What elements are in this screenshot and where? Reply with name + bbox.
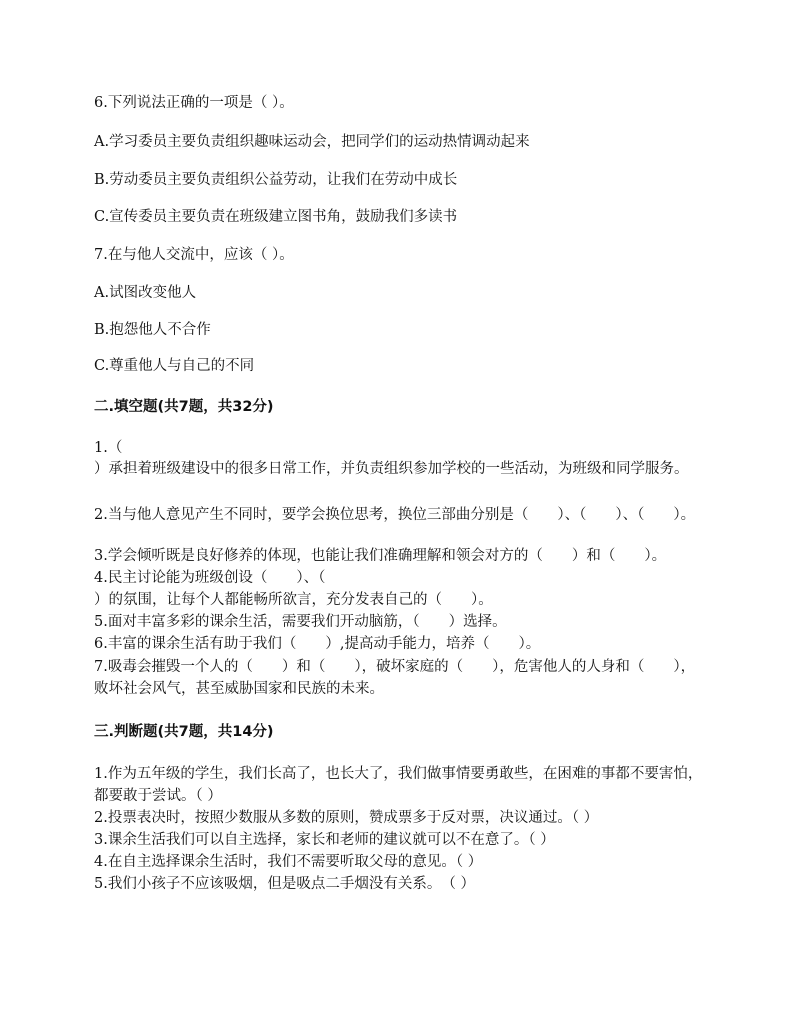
- fill-blank-item: 5.面对丰富多彩的课余生活，需要我们开动脑筋，（ ）选择。: [94, 614, 507, 630]
- fill-blank-item: 7.吸毒会摧毁一个人的（ ）和（ ），破坏家庭的（ ），危害他人的人身和（ ），败坏社会风气，甚至威胁国家和民族的未来。: [94, 659, 696, 697]
- true-false-item: 5.我们小孩子不应该吸烟，但是吸点二手烟没有关系。 （ ）: [94, 876, 475, 892]
- fill-blank-item: 3.学会倾听既是良好修养的体现，也能让我们准确理解和领会对方的（ ）和（ ）。: [94, 548, 667, 564]
- fill-blank-item: 4.民主讨论能为班级创设（ ）、（: [94, 570, 326, 586]
- section-heading: 三.判断题(共7题，共14分): [94, 724, 274, 740]
- section-heading: 二.填空题(共7题，共32分): [94, 399, 274, 415]
- option: C.宣传委员主要负责在班级建立图书角，鼓励我们多读书: [94, 209, 458, 225]
- true-false-item: 3.课余生活我们可以自主选择，家长和老师的建议就可以不在意了。（ ）: [94, 832, 555, 848]
- option: A.学习委员主要负责组织趣味运动会，把同学们的运动热情调动起来: [94, 134, 530, 150]
- option: B.抱怨他人不合作: [94, 322, 211, 338]
- fill-blank-item: 6.丰富的课余生活有助于我们（ ）,提高动手能力，培养（ ）。: [94, 636, 541, 652]
- true-false-item: 4.在自主选择课余生活时，我们不需要听取父母的意见。（ ）: [94, 854, 483, 870]
- fill-blank-item: 1.（: [94, 440, 123, 456]
- fill-blank-item: ）承担着班级建设中的很多日常工作，并负责组织参加学校的一些活动，为班级和同学服务。: [94, 461, 689, 477]
- question-stem: 7.在与他人交流中，应该（ ）。: [94, 247, 294, 263]
- option: C.尊重他人与自己的不同: [94, 358, 255, 374]
- option: A.试图改变他人: [94, 285, 197, 301]
- fill-blank-item: ）的氛围，让每个人都能畅所欲言，充分发表自己的（ ）。: [94, 592, 493, 608]
- question-stem: 6.下列说法正确的一项是（ ）。: [94, 95, 294, 111]
- fill-blank-item: 2.当与他人意见产生不同时，要学会换位思考，换位三部曲分别是（ ）、（ ）、（ ）。: [94, 507, 696, 523]
- true-false-item: 2.投票表决时，按照少数服从多数的原则，赞成票多于反对票，决议通过。（ ）: [94, 810, 599, 826]
- option: B.劳动委员主要负责组织公益劳动，让我们在劳动中成长: [94, 172, 458, 188]
- true-false-item: 1.作为五年级的学生，我们长高了，也长大了，我们做事情要勇敢些，在困难的事都不要害怕，都要敢于尝试。（ ）: [94, 766, 703, 804]
